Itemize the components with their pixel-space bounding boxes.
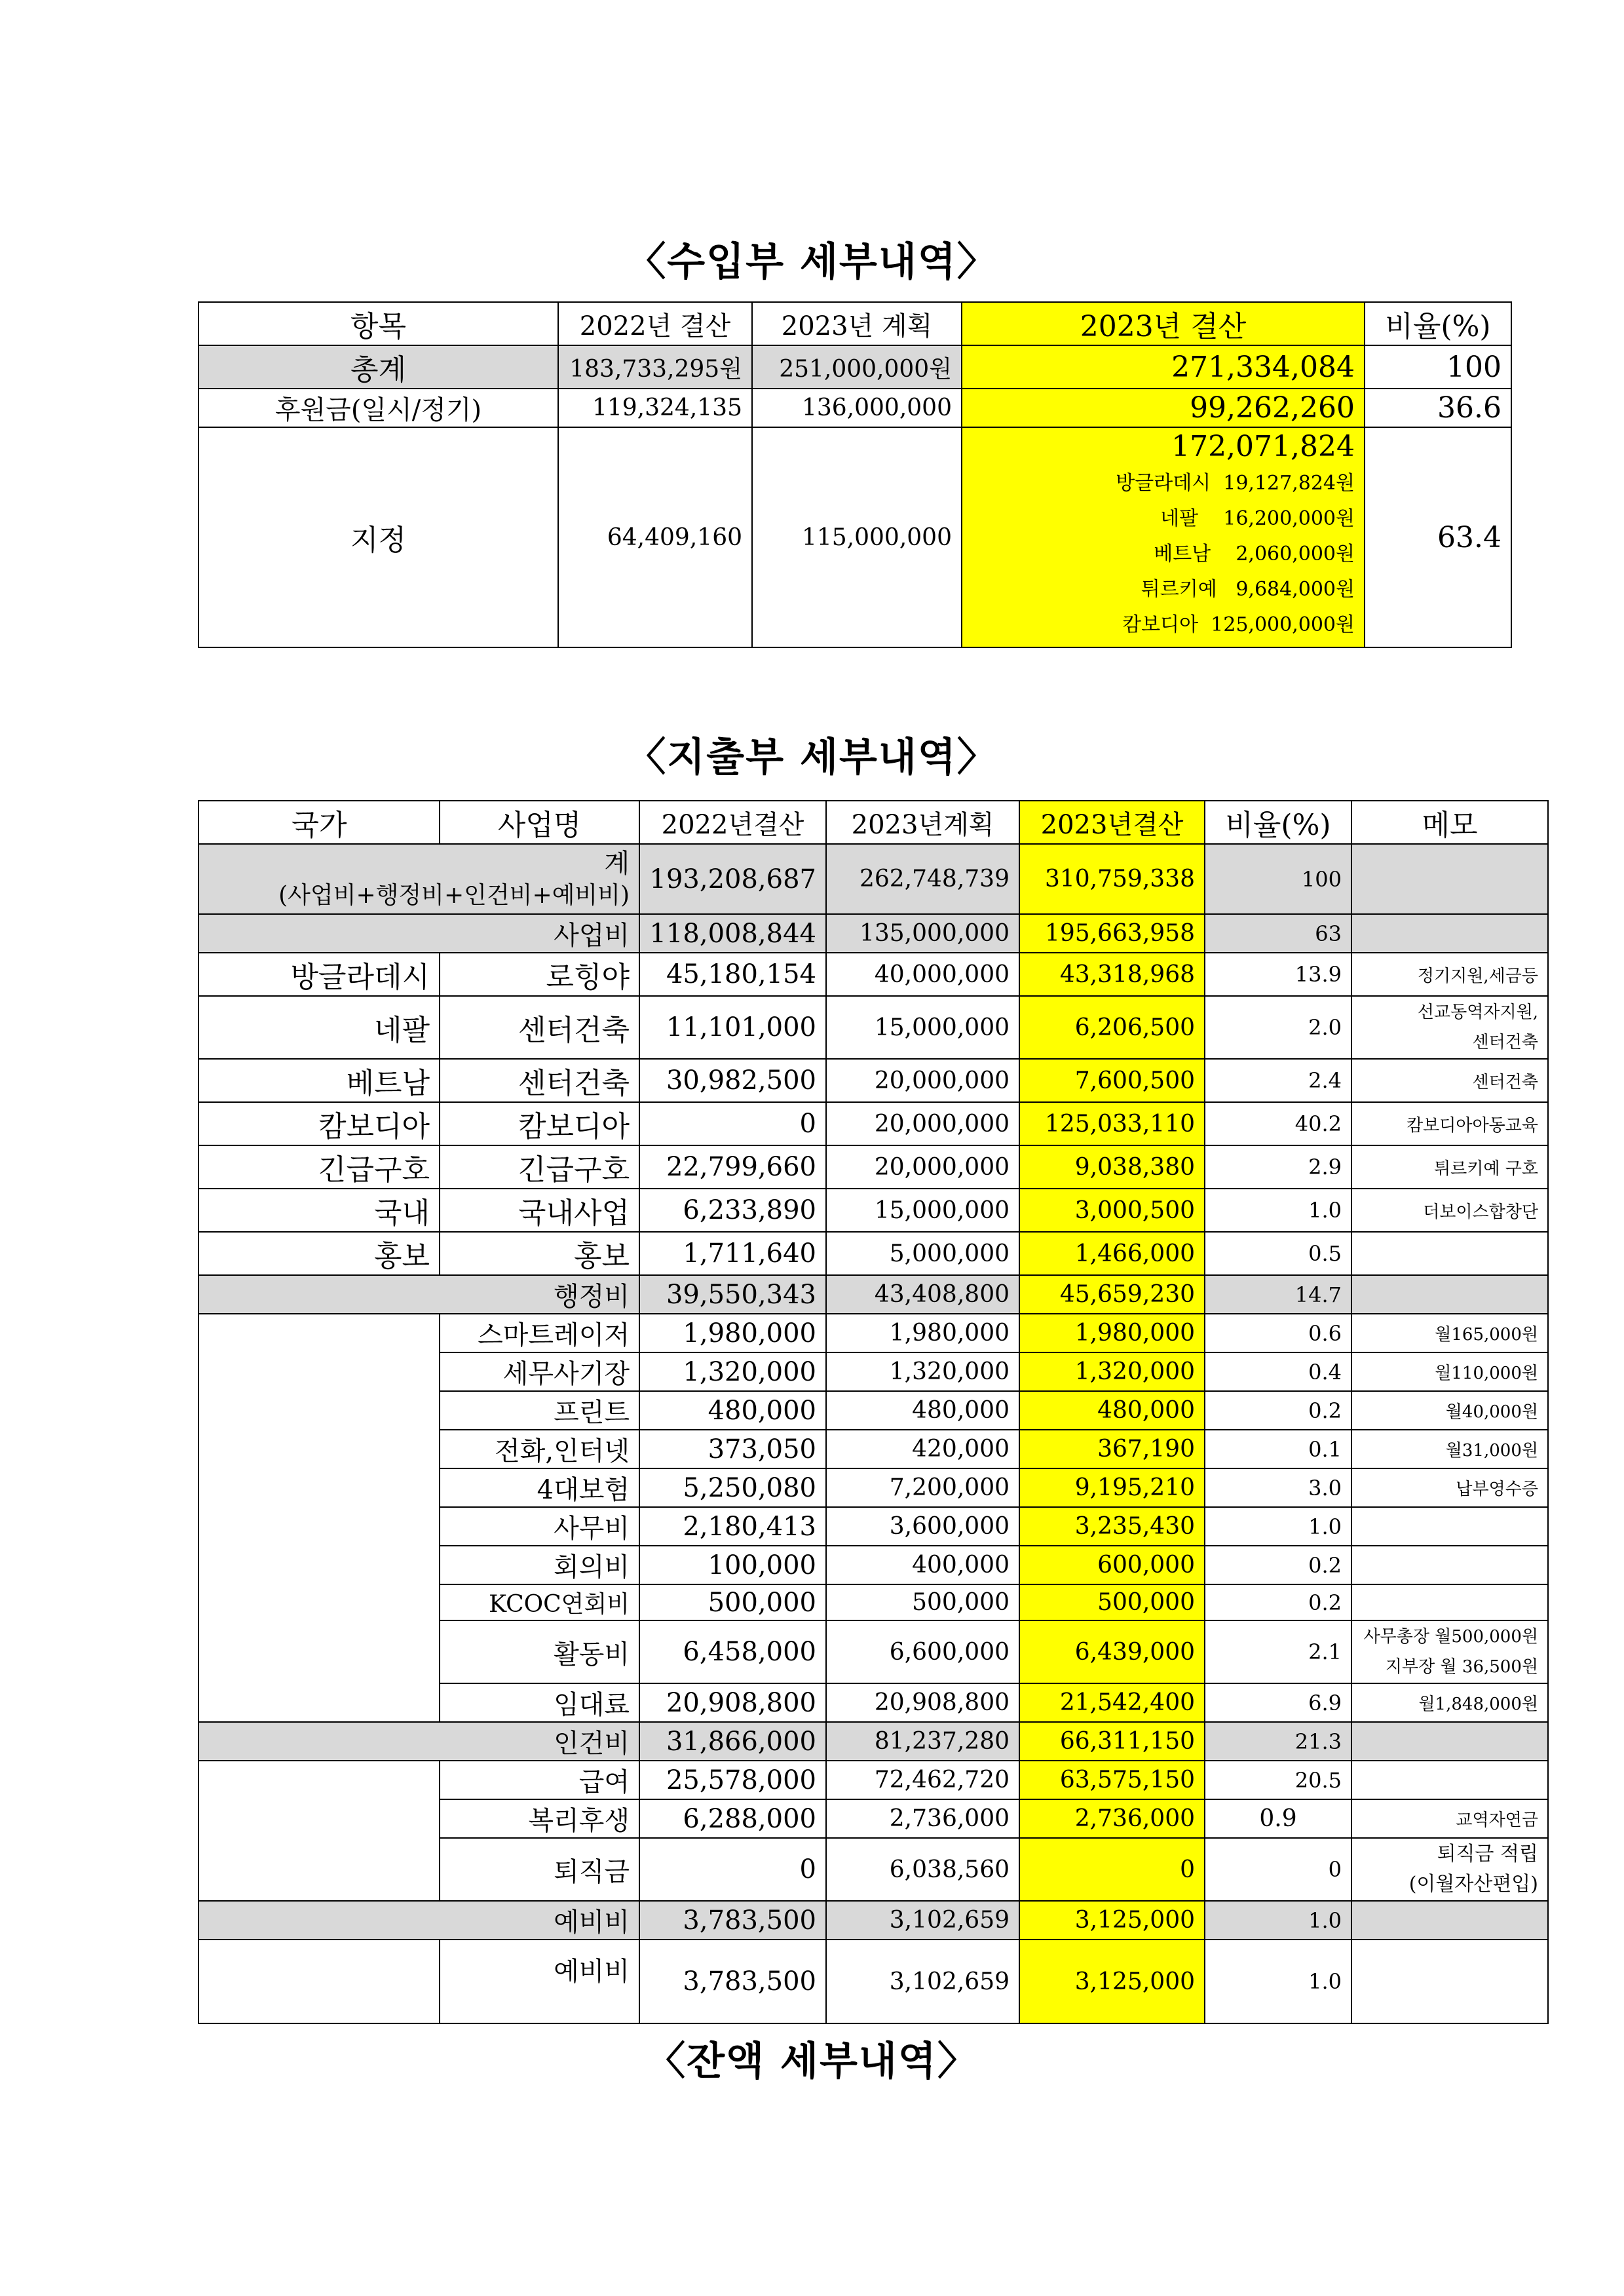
table-row [198,953,1548,996]
personnel-subtotal-ratio: 21.3 [1205,1722,1351,1761]
income-header-2022: 2022년 결산 [558,302,752,345]
table-row [198,1102,1548,1145]
expense-total-label: 계 [604,849,630,879]
table-row [198,996,1548,1059]
row-name: 세무사기장 [440,1352,639,1391]
row-plan2023: 400,000 [826,1546,1019,1584]
row-memo: 선교동역자지원, 센터건축 [1351,996,1548,1059]
table-row [198,1189,1548,1232]
table-row [198,1761,1548,1799]
row-memo: 교역자연금 [1351,1799,1548,1838]
row-actual2023: 6,206,500 [1019,996,1205,1059]
row-memo: 퇴직금 적립 (이월자산편입) [1351,1838,1548,1901]
business-subtotal-row [198,914,1548,953]
row-country: 방글라데시 [198,953,440,996]
expense-header-row [198,801,1548,844]
row-name: 4대보험 [440,1468,639,1507]
row-2022: 30,982,500 [639,1059,826,1102]
row-memo: 월40,000원 [1351,1391,1548,1430]
row-actual2023: 3,235,430 [1019,1507,1205,1546]
row-memo: 월110,000원 [1351,1352,1548,1391]
income-header-row [198,302,1511,345]
reserve-subtotal-plan2023: 3,102,659 [826,1901,1019,1940]
row-name: 활동비 [440,1620,639,1683]
row-memo: 납부영수증 [1351,1468,1548,1507]
row-2022: 20,908,800 [639,1683,826,1722]
row-actual2023: 9,195,210 [1019,1468,1205,1507]
row-actual2023: 1,320,000 [1019,1352,1205,1391]
row-actual2023: 480,000 [1019,1391,1205,1430]
row-2022: 5,250,080 [639,1468,826,1507]
admin-subtotal-row [198,1275,1548,1314]
table-row [198,1232,1548,1275]
designated-breakdown-item: 네팔 16,200,000원 [1160,507,1355,530]
row-ratio: 0.2 [1205,1546,1351,1584]
row-country: 국내 [198,1189,440,1232]
row-memo: 더보이스합창단 [1351,1189,1548,1232]
business-subtotal-plan2023: 135,000,000 [826,914,1019,953]
row-2022: 373,050 [639,1430,826,1468]
designated-breakdown-item: 방글라데시 19,127,824원 [1116,472,1355,495]
row-memo: 정기지원,세금등 [1351,953,1548,996]
designated-breakdown-item: 캄보디아 125,000,000원 [1122,613,1355,636]
reserve-group-blank [198,1940,440,2023]
income-donation-actual2023: 99,262,260 [962,389,1365,427]
row-name: 홍보 [440,1232,639,1275]
reserve-subtotal-memo [1351,1901,1548,1940]
designated-breakdown-item: 베트남 2,060,000원 [1154,543,1355,565]
income-section-title: 〈수입부 세부내역〉 [626,239,998,285]
expense-total-memo [1351,844,1548,914]
row-plan2023: 15,000,000 [826,1189,1019,1232]
row-actual2023: 600,000 [1019,1546,1205,1584]
table-row [198,1940,1548,2023]
row-ratio: 2.9 [1205,1145,1351,1189]
row-country: 베트남 [198,1059,440,1102]
row-country: 긴급구호 [198,1145,440,1189]
expense-header-country: 국가 [198,801,440,844]
expense-header-ratio: 비율(%) [1205,801,1351,844]
row-name: 프린트 [440,1391,639,1430]
row-name: 국내사업 [440,1189,639,1232]
row-2022: 45,180,154 [639,953,826,996]
reserve-subtotal-actual2023: 3,125,000 [1019,1901,1205,1940]
income-header-actual2023: 2023년 결산 [962,302,1365,345]
row-actual2023: 7,600,500 [1019,1059,1205,1102]
row-2022: 6,233,890 [639,1189,826,1232]
expense-header-name: 사업명 [440,801,639,844]
row-plan2023: 480,000 [826,1391,1019,1430]
row-ratio: 0 [1205,1838,1351,1901]
row-name: 센터건축 [440,1059,639,1102]
expense-total-2022: 193,208,687 [639,844,826,914]
row-2022: 2,180,413 [639,1507,826,1546]
row-plan2023: 40,000,000 [826,953,1019,996]
row-ratio: 40.2 [1205,1102,1351,1145]
row-2022: 0 [639,1838,826,1901]
row-actual2023: 3,125,000 [1019,1940,1205,2023]
row-2022: 25,578,000 [639,1761,826,1799]
row-plan2023: 2,736,000 [826,1799,1019,1838]
row-memo: 사무총장 월500,000원 지부장 월 36,500원 [1351,1620,1548,1683]
row-memo [1351,1507,1548,1546]
row-plan2023: 72,462,720 [826,1761,1019,1799]
row-2022: 3,783,500 [639,1940,826,2023]
row-memo: 월1,848,000원 [1351,1683,1548,1722]
row-memo [1351,1546,1548,1584]
row-actual2023: 43,318,968 [1019,953,1205,996]
row-2022: 22,799,660 [639,1145,826,1189]
row-memo [1351,1761,1548,1799]
row-ratio: 0.5 [1205,1232,1351,1275]
row-memo [1351,1584,1548,1620]
row-plan2023: 420,000 [826,1430,1019,1468]
personnel-subtotal-2022: 31,866,000 [639,1722,826,1761]
personnel-subtotal-row [198,1722,1548,1761]
row-2022: 100,000 [639,1546,826,1584]
row-ratio: 20.5 [1205,1761,1351,1799]
business-subtotal-label: 사업비 [198,914,639,953]
row-memo: 월31,000원 [1351,1430,1548,1468]
row-ratio: 6.9 [1205,1683,1351,1722]
row-actual2023: 3,000,500 [1019,1189,1205,1232]
income-designated-actual2023: 172,071,824 [1171,430,1355,463]
income-header-ratio: 비율(%) [1365,302,1511,345]
business-subtotal-ratio: 63 [1205,914,1351,953]
row-memo [1351,1940,1548,2023]
row-name: 로힝야 [440,953,639,996]
income-donation-2022: 119,324,135 [558,389,752,427]
row-name: 센터건축 [440,996,639,1059]
income-designated-ratio: 63.4 [1365,427,1511,647]
row-plan2023: 20,000,000 [826,1102,1019,1145]
row-ratio: 2.1 [1205,1620,1351,1683]
admin-subtotal-memo [1351,1275,1548,1314]
row-plan2023: 1,980,000 [826,1314,1019,1352]
row-plan2023: 20,908,800 [826,1683,1019,1722]
row-actual2023: 9,038,380 [1019,1145,1205,1189]
row-plan2023: 6,038,560 [826,1838,1019,1901]
expense-header-2022: 2022년결산 [639,801,826,844]
personnel-subtotal-memo [1351,1722,1548,1761]
row-name: 임대료 [440,1683,639,1722]
income-total-ratio: 100 [1365,345,1511,389]
expense-header-memo: 메모 [1351,801,1548,844]
row-memo [1351,1232,1548,1275]
personnel-subtotal-label: 인건비 [198,1722,639,1761]
row-name: 사무비 [440,1507,639,1546]
expense-total-row [198,844,1548,914]
row-2022: 500,000 [639,1584,826,1620]
expense-header-plan2023: 2023년계획 [826,801,1019,844]
table-row [198,1314,1548,1352]
row-plan2023: 20,000,000 [826,1145,1019,1189]
row-plan2023: 500,000 [826,1584,1019,1620]
business-subtotal-memo [1351,914,1548,953]
expense-total-plan2023: 262,748,739 [826,844,1019,914]
reserve-subtotal-ratio: 1.0 [1205,1901,1351,1940]
row-ratio: 0.1 [1205,1430,1351,1468]
row-name: 스마트레이저 [440,1314,639,1352]
row-country: 캄보디아 [198,1102,440,1145]
income-designated-2022: 64,409,160 [558,427,752,647]
row-name: 예비비 [440,1940,639,2023]
row-ratio: 3.0 [1205,1468,1351,1507]
business-subtotal-actual2023: 195,663,958 [1019,914,1205,953]
income-table [198,301,1512,648]
row-2022: 1,320,000 [639,1352,826,1391]
admin-subtotal-plan2023: 43,408,800 [826,1275,1019,1314]
admin-subtotal-actual2023: 45,659,230 [1019,1275,1205,1314]
income-total-actual2023: 271,334,084 [962,345,1365,389]
expense-header-actual2023: 2023년결산 [1019,801,1205,844]
row-ratio: 0.2 [1205,1391,1351,1430]
row-ratio: 0.2 [1205,1584,1351,1620]
row-2022: 6,288,000 [639,1799,826,1838]
row-name: KCOC연회비 [440,1584,639,1620]
row-actual2023: 63,575,150 [1019,1761,1205,1799]
row-2022: 1,980,000 [639,1314,826,1352]
income-header-plan2023: 2023년 계획 [752,302,962,345]
admin-group-blank [198,1314,440,1722]
row-memo: 센터건축 [1351,1059,1548,1102]
expense-total-label-cell [198,844,639,914]
row-memo: 캄보디아아동교육 [1351,1102,1548,1145]
row-ratio: 1.0 [1205,1507,1351,1546]
row-plan2023: 20,000,000 [826,1059,1019,1102]
row-country: 네팔 [198,996,440,1059]
reserve-subtotal-label: 예비비 [198,1901,639,1940]
income-designated-label: 지정 [198,427,558,647]
income-designated-plan2023: 115,000,000 [752,427,962,647]
row-ratio: 0.6 [1205,1314,1351,1352]
personnel-subtotal-actual2023: 66,311,150 [1019,1722,1205,1761]
row-memo: 월165,000원 [1351,1314,1548,1352]
row-actual2023: 1,980,000 [1019,1314,1205,1352]
row-name: 캄보디아 [440,1102,639,1145]
row-ratio: 2.0 [1205,996,1351,1059]
income-total-row [198,345,1511,389]
income-header-item: 항목 [198,302,558,345]
row-ratio: 0.9 [1205,1799,1351,1838]
income-donation-row [198,389,1511,427]
expense-table [198,800,1549,2024]
income-donation-ratio: 36.6 [1365,389,1511,427]
reserve-subtotal-row [198,1901,1548,1940]
row-2022: 6,458,000 [639,1620,826,1683]
row-actual2023: 2,736,000 [1019,1799,1205,1838]
row-ratio: 1.0 [1205,1940,1351,2023]
income-designated-row [198,427,1511,647]
row-actual2023: 125,033,110 [1019,1102,1205,1145]
row-memo: 튀르키예 구호 [1351,1145,1548,1189]
row-2022: 11,101,000 [639,996,826,1059]
row-actual2023: 367,190 [1019,1430,1205,1468]
table-row [198,1059,1548,1102]
expense-section-title: 〈지출부 세부내역〉 [626,735,998,780]
row-2022: 1,711,640 [639,1232,826,1275]
business-subtotal-2022: 118,008,844 [639,914,826,953]
table-row [198,1145,1548,1189]
row-plan2023: 1,320,000 [826,1352,1019,1391]
income-donation-plan2023: 136,000,000 [752,389,962,427]
income-total-plan2023: 251,000,000원 [752,345,962,389]
income-designated-actual-cell [962,427,1365,647]
income-donation-label: 후원금(일시/정기) [198,389,558,427]
expense-total-ratio: 100 [1205,844,1351,914]
row-plan2023: 6,600,000 [826,1620,1019,1683]
row-name: 긴급구호 [440,1145,639,1189]
row-ratio: 2.4 [1205,1059,1351,1102]
row-name: 퇴직금 [440,1838,639,1901]
balance-section-title: 〈잔액 세부내역〉 [646,2038,978,2084]
row-name: 급여 [440,1761,639,1799]
income-total-2022: 183,733,295원 [558,345,752,389]
row-actual2023: 21,542,400 [1019,1683,1205,1722]
row-plan2023: 3,102,659 [826,1940,1019,2023]
row-ratio: 1.0 [1205,1189,1351,1232]
personnel-group-blank [198,1761,440,1901]
row-actual2023: 0 [1019,1838,1205,1901]
row-name: 복리후생 [440,1799,639,1838]
income-total-label: 총계 [198,345,558,389]
row-ratio: 13.9 [1205,953,1351,996]
row-name: 회의비 [440,1546,639,1584]
row-actual2023: 1,466,000 [1019,1232,1205,1275]
row-country: 홍보 [198,1232,440,1275]
expense-total-actual2023: 310,759,338 [1019,844,1205,914]
row-2022: 0 [639,1102,826,1145]
designated-breakdown-item: 튀르키예 9,684,000원 [1141,578,1355,601]
row-plan2023: 5,000,000 [826,1232,1019,1275]
row-ratio: 0.4 [1205,1352,1351,1391]
row-actual2023: 6,439,000 [1019,1620,1205,1683]
row-name: 전화,인터넷 [440,1430,639,1468]
row-plan2023: 15,000,000 [826,996,1019,1059]
expense-total-sublabel: (사업비+행정비+인건비+예비비) [278,882,630,909]
admin-subtotal-label: 행정비 [198,1275,639,1314]
row-plan2023: 7,200,000 [826,1468,1019,1507]
row-2022: 480,000 [639,1391,826,1430]
admin-subtotal-2022: 39,550,343 [639,1275,826,1314]
personnel-subtotal-plan2023: 81,237,280 [826,1722,1019,1761]
admin-subtotal-ratio: 14.7 [1205,1275,1351,1314]
row-plan2023: 3,600,000 [826,1507,1019,1546]
reserve-subtotal-2022: 3,783,500 [639,1901,826,1940]
row-actual2023: 500,000 [1019,1584,1205,1620]
